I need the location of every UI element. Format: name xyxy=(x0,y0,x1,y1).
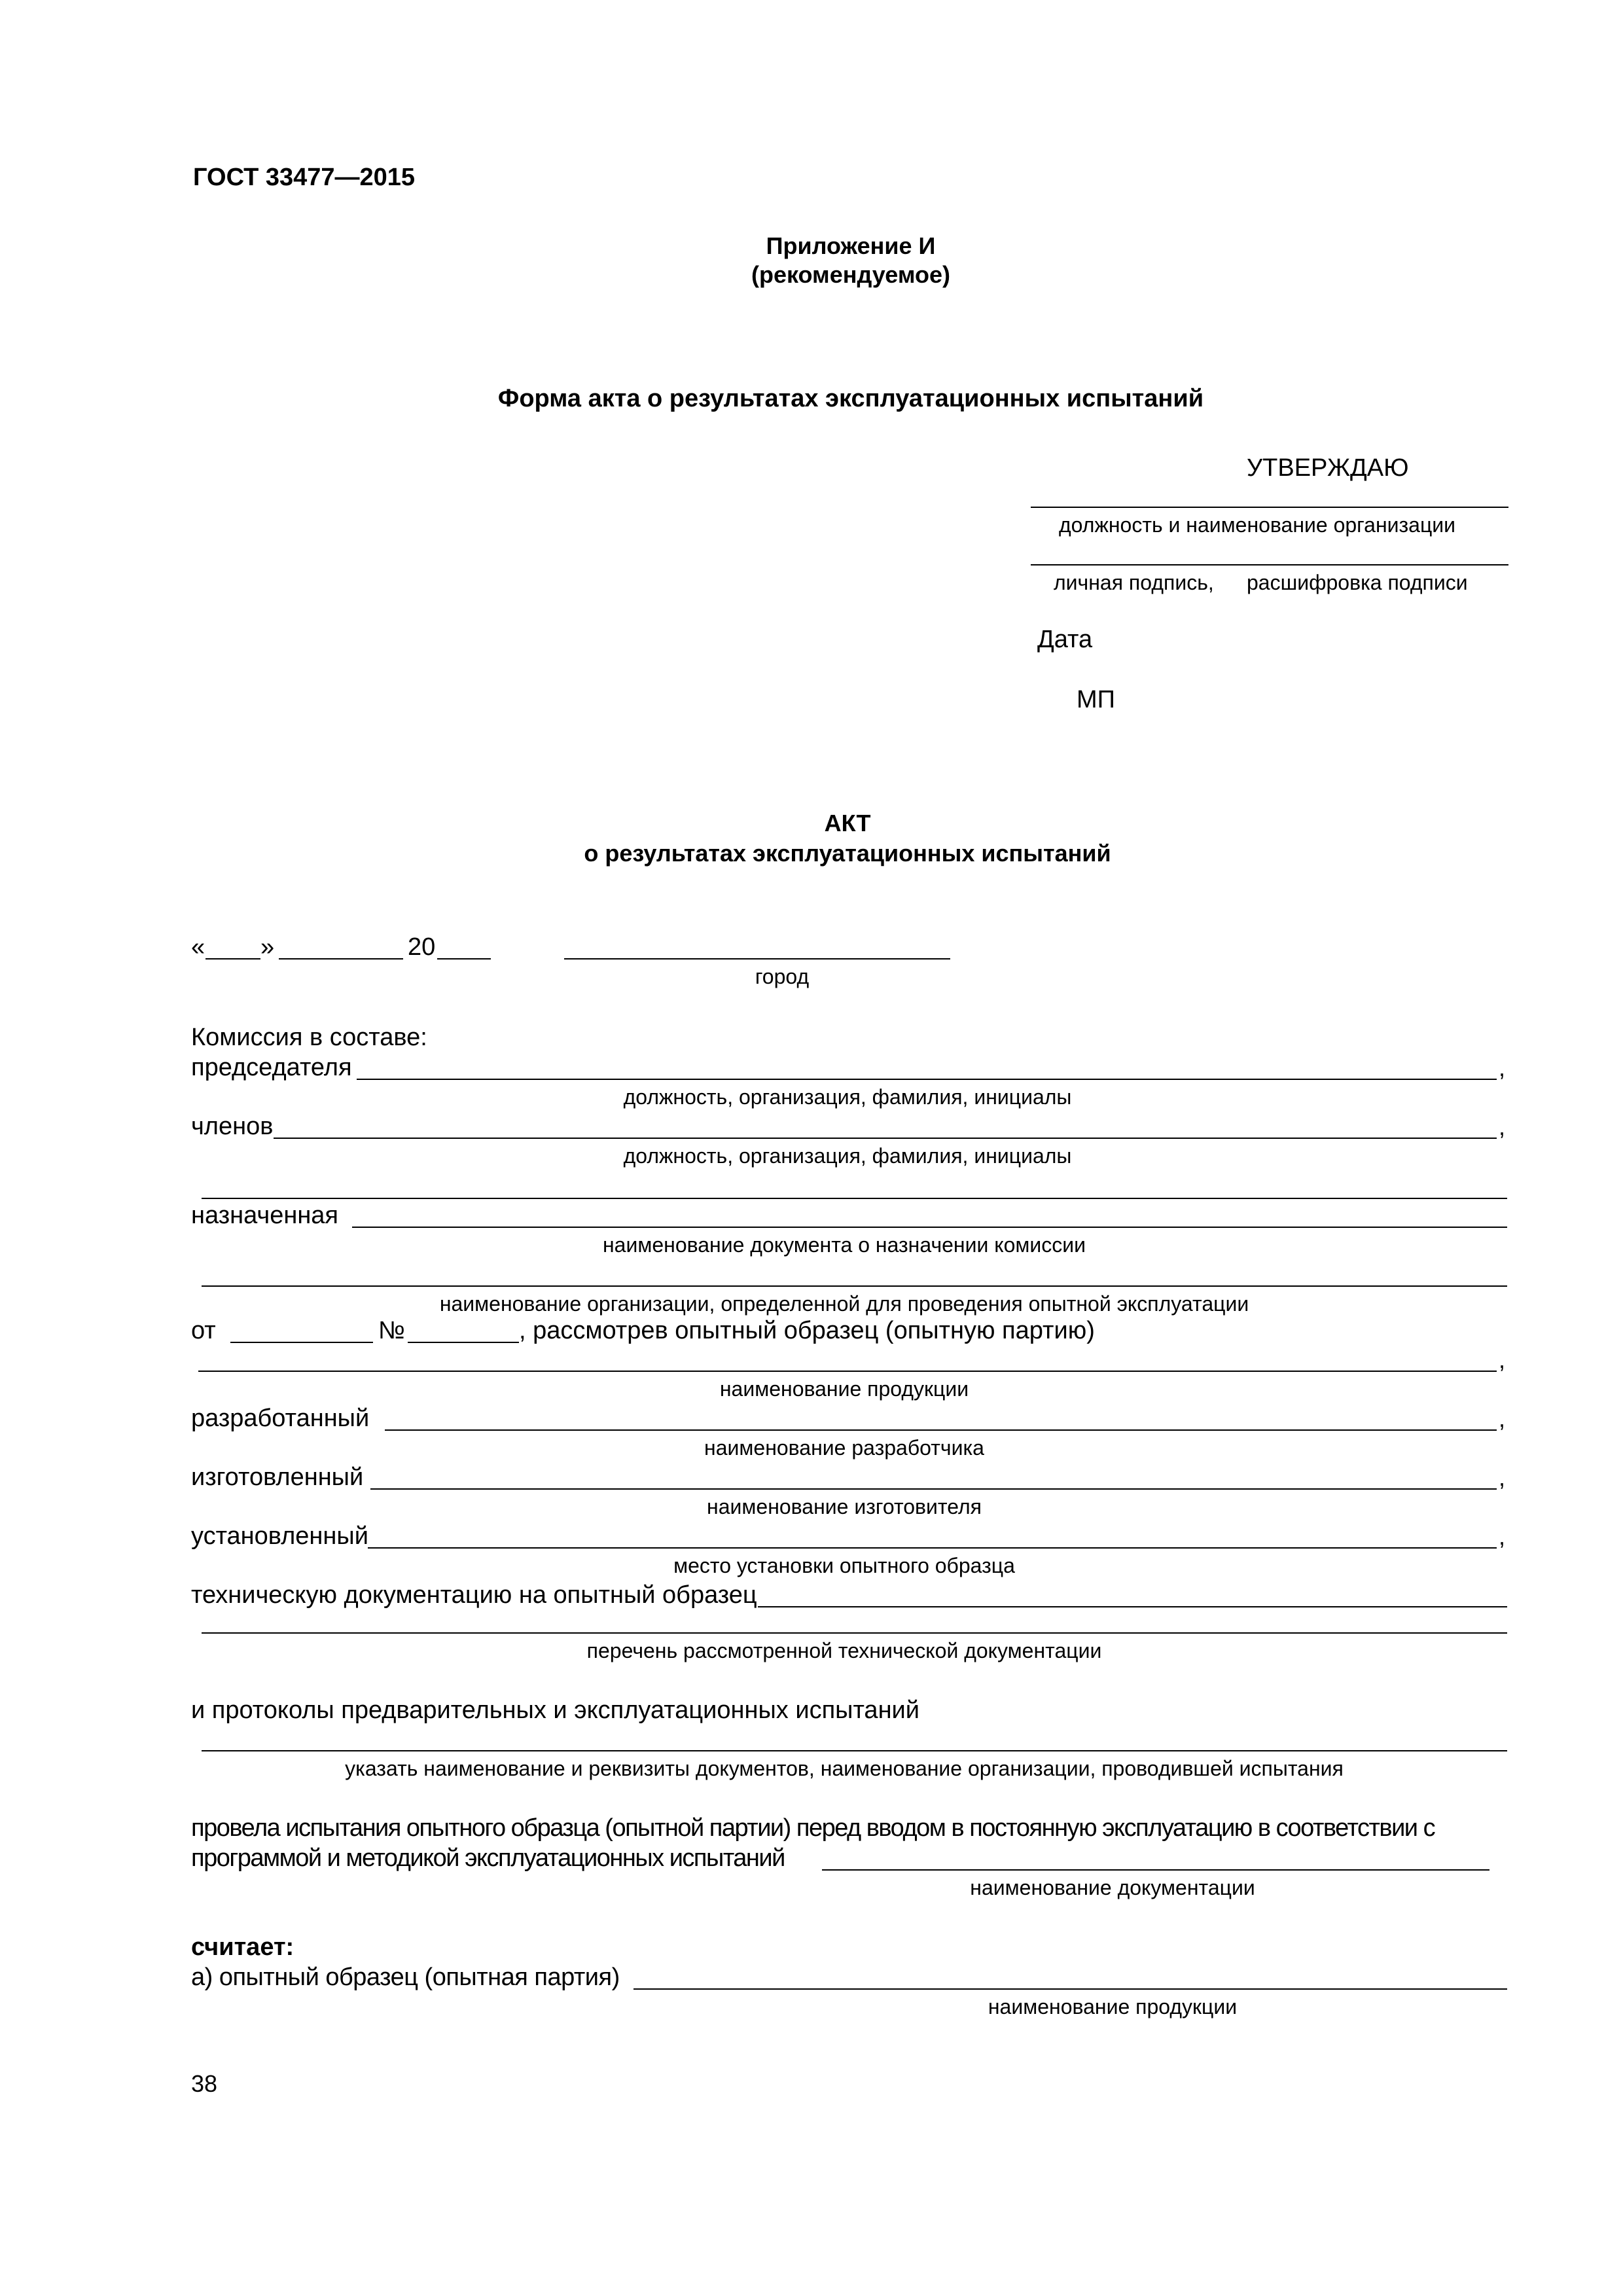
number-sign: № xyxy=(378,1317,405,1344)
signature-decode-caption: расшифровка подписи xyxy=(1247,571,1468,594)
tech-doc-field-2[interactable] xyxy=(202,1632,1507,1634)
organization-field[interactable] xyxy=(202,1285,1507,1287)
standard-number: ГОСТ 33477—2015 xyxy=(193,164,416,191)
conducted-line-1: провела испытания опытного образца (опытной партии) перед вводом в постоянную эксплуатацию в соответствии с xyxy=(191,1814,1435,1842)
date-label: Дата xyxy=(1037,626,1093,653)
signature-line[interactable] xyxy=(1031,564,1508,565)
developer-comma: , xyxy=(1499,1405,1506,1432)
stamp-label: МП xyxy=(1077,686,1115,713)
year-field[interactable] xyxy=(437,958,491,960)
members-field-2[interactable] xyxy=(202,1198,1507,1199)
protocols-caption: указать наименование и реквизиты документов, наименование организации, проводившей испытания xyxy=(345,1757,1344,1780)
signature-caption: личная подпись, xyxy=(1054,571,1214,594)
tech-doc-caption: перечень рассмотренной технической документации xyxy=(586,1639,1102,1662)
day-field[interactable] xyxy=(205,958,260,960)
members-comma: , xyxy=(1499,1113,1506,1140)
from-label: от xyxy=(191,1317,216,1344)
install-comma: , xyxy=(1499,1523,1506,1550)
product-caption: наименование продукции xyxy=(719,1377,969,1401)
install-field[interactable] xyxy=(368,1547,1497,1549)
appointed-caption: наименование документа о назначении комиссии xyxy=(603,1233,1086,1257)
documentation-caption: наименование документации xyxy=(970,1876,1255,1899)
install-caption: место установки опытного образца xyxy=(673,1554,1015,1577)
appendix-title: Приложение И xyxy=(766,232,936,259)
page-number: 38 xyxy=(191,2070,218,2097)
protocols-label: и протоколы предварительных и эксплуатационных испытаний xyxy=(191,1696,920,1724)
year-prefix: 20 xyxy=(408,933,436,961)
from-date-field[interactable] xyxy=(230,1342,373,1343)
appointed-label: назначенная xyxy=(191,1202,339,1229)
documentation-field[interactable] xyxy=(822,1869,1489,1871)
position-caption: должность и наименование организации xyxy=(1059,513,1456,537)
chairman-field[interactable] xyxy=(357,1079,1497,1080)
members-label: членов xyxy=(191,1113,274,1140)
appendix-note: (рекомендуемое) xyxy=(751,261,950,288)
item-a-field[interactable] xyxy=(633,1988,1507,1990)
tech-doc-label: техническую документацию на опытный образец xyxy=(191,1581,757,1609)
installed-label: установленный xyxy=(191,1522,368,1550)
number-field[interactable] xyxy=(408,1342,519,1343)
conducted-line-2: программой и методикой эксплуатационных испытаний xyxy=(191,1844,785,1872)
position-line[interactable] xyxy=(1031,507,1508,508)
act-subtitle: о результатах эксплуатационных испытаний xyxy=(584,840,1111,867)
city-field[interactable] xyxy=(564,958,950,960)
act-title: АКТ xyxy=(824,810,871,836)
developed-label: разработанный xyxy=(191,1405,370,1432)
date-close-quote: » xyxy=(260,933,275,961)
product-comma: , xyxy=(1499,1346,1506,1373)
appointed-field[interactable] xyxy=(352,1227,1507,1228)
city-caption: город xyxy=(755,965,810,988)
considers-label: считает: xyxy=(191,1933,294,1961)
tech-doc-field[interactable] xyxy=(758,1606,1507,1607)
date-open-quote: « xyxy=(191,933,205,961)
members-caption: должность, организация, фамилия, инициалы xyxy=(623,1144,1072,1168)
month-field[interactable] xyxy=(279,958,403,960)
form-title: Форма акта о результатах эксплуатационных испытаний xyxy=(497,385,1204,412)
item-a-label: а) опытный образец (опытная партия) xyxy=(191,1964,620,1991)
manufacturer-caption: наименование изготовителя xyxy=(707,1495,982,1518)
members-field[interactable] xyxy=(274,1138,1497,1139)
product-field[interactable] xyxy=(198,1371,1497,1372)
reviewed-text: , рассмотрев опытный образец (опытную партию) xyxy=(519,1317,1095,1344)
item-a-caption: наименование продукции xyxy=(988,1995,1238,2018)
chairman-caption: должность, организация, фамилия, инициалы xyxy=(623,1085,1072,1109)
manufacturer-comma: , xyxy=(1499,1464,1506,1491)
developer-field[interactable] xyxy=(385,1429,1497,1431)
commission-label: Комиссия в составе: xyxy=(191,1024,427,1051)
manufactured-label: изготовленный xyxy=(191,1463,364,1491)
chairman-label: председателя xyxy=(191,1054,352,1081)
organization-caption: наименование организации, определенной для проведения опытной эксплуатации xyxy=(439,1292,1249,1316)
manufacturer-field[interactable] xyxy=(370,1488,1497,1490)
approve-label: УТВЕРЖДАЮ xyxy=(1247,454,1409,482)
protocols-field[interactable] xyxy=(202,1750,1507,1751)
developer-caption: наименование разработчика xyxy=(704,1436,984,1460)
chairman-comma: , xyxy=(1499,1054,1506,1081)
